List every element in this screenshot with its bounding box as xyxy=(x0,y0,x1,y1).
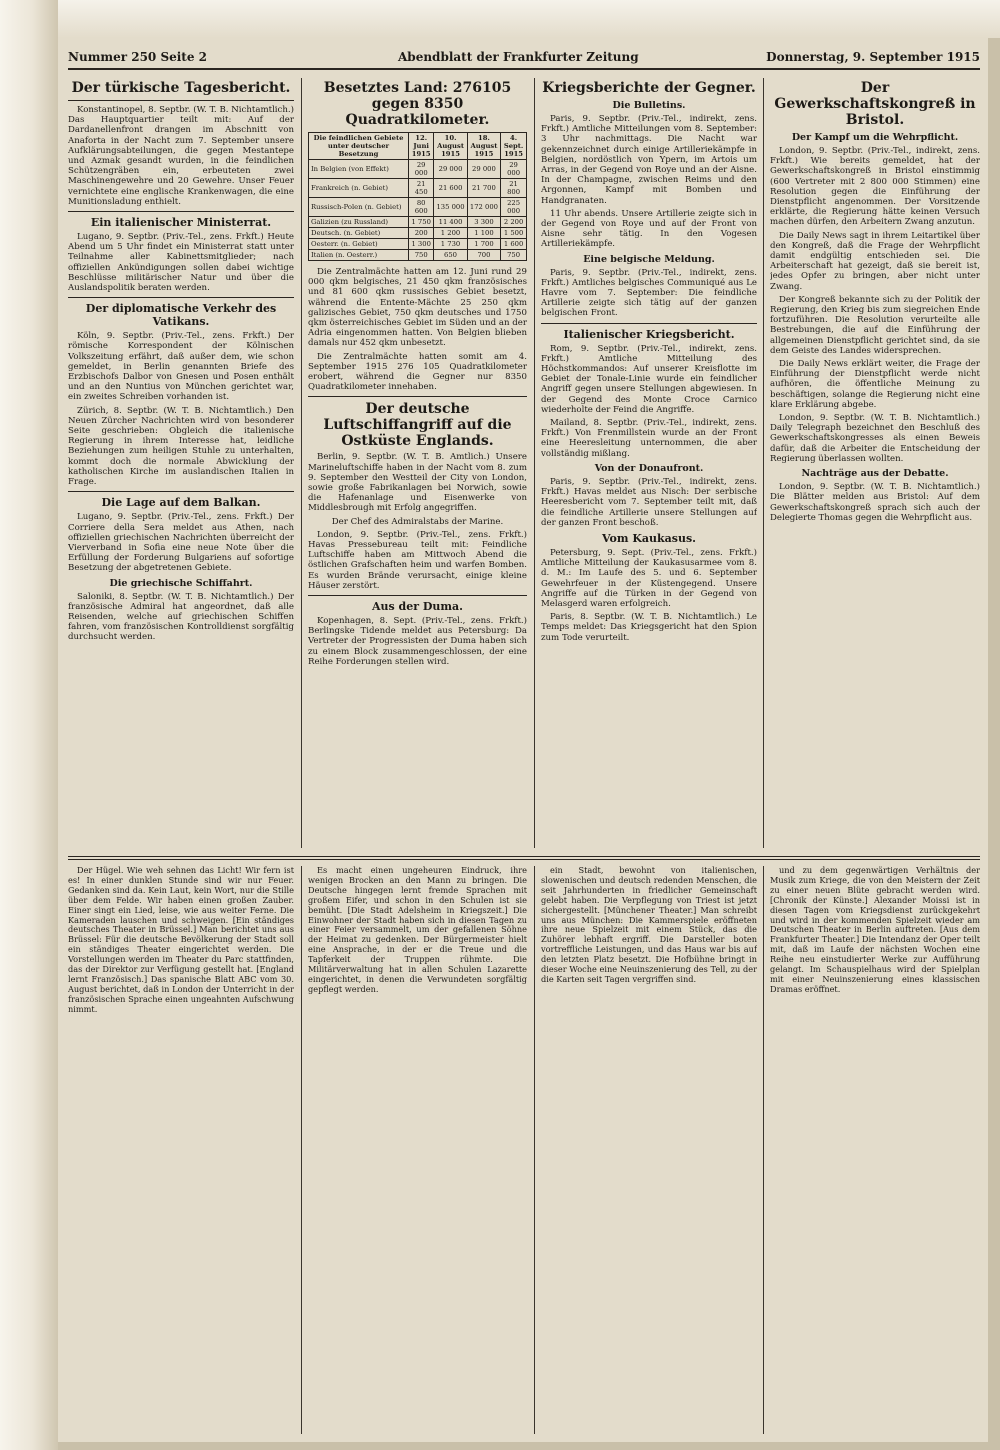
column-1 xyxy=(68,78,294,848)
table-cell: 2 200 xyxy=(501,217,527,228)
feuilleton-text: und zu dem gegenwärtigen Verhältnis der Musik zum Kriege, die von den Meistern der Zeit zu einer neuen Blüte gebracht werden wird. [Chronik der Künste.] Alexander Moissi ist in diesen Tagen vom Kriegsdienst zurückgekehrt und wird in der kommenden Spielzeit wieder am Deutschen Theater in Berlin auftreten. [Aus dem Frankfurter Theater.] Die Intendanz der Oper teilt mit, daß im Laufe der nächsten Wochen eine Reihe neu einstudierter Werke zur Aufführung gelangt. Im Schauspielhaus wird der Spielplan mit einer Neuinszenierung eines klassischen Dramas eröffnet. xyxy=(770,866,980,994)
feuilleton-column-4 xyxy=(770,866,980,1434)
article-title-enemy-reports: Kriegsberichte der Gegner. xyxy=(542,80,756,96)
article-text: Paris, 9. Septbr. (Priv.-Tel., indirekt, zens. Frkft.) Amtliches belgisches Communiqué aus Le Havre vom 7. September: Die feindliche Artillerie zeigte sich tätig auf der ganzen belgischen Front. xyxy=(541,267,757,319)
table-cell: 700 xyxy=(467,250,500,261)
table-cell: 29 000 xyxy=(501,160,527,179)
article-text: London, 9. Septbr. (Priv.-Tel., indirekt, zens. Frkft.) Wie bereits gemeldet, hat der Gewerkschaftskongreß in Bristol einstimmig (600 Vertreter mit 2 800 000 Stimmen) eine Resolution gegen die Einführung der Dienstpflicht angenommen. Der Vorsitzende erklärte, die Regierung hätte keinen Versuch machen dürfen, den Arbeitern Zwang anzutun. xyxy=(770,146,980,228)
divider xyxy=(541,323,757,324)
article-subtitle-debate: Nachträge aus der Debatte. xyxy=(801,468,949,480)
table-header-row xyxy=(309,133,527,160)
article-title-balkan: Die Lage auf dem Balkan. xyxy=(101,496,261,510)
table-cell: In Belgien (von Effekt) xyxy=(309,160,409,179)
divider xyxy=(68,491,294,492)
column-rule xyxy=(763,866,764,1434)
table-cell: 650 xyxy=(434,250,467,261)
table-cell: Oesterr. (n. Gebiet) xyxy=(309,239,409,250)
divider xyxy=(308,595,527,596)
article-text: Berlin, 9. Septbr. (W. T. B. Amtlich.) Unsere Marineluftschiffe haben in der Nacht vom 8. zum 9. September den Westteil der City von London, sowie große Fabrikanlagen bei Norwich, sowie die Hafenanlage und Eisenwerke von Middlesbrough mit Erfolg angegriffen. xyxy=(308,452,527,514)
header-masthead: Abendblatt der Frankfurter Zeitung xyxy=(398,50,639,64)
page-top-margin xyxy=(58,0,1000,38)
article-text: Die Zentralmächte hatten am 12. Juni rund 29 000 qkm belgisches, 21 450 qkm französisches und 81 600 qkm russisches Gebiet besetzt, während die Entente-Mächte 25 250 qkm galizisches Gebiet, 750 qkm deutsches und 1750 qkm österreichisches Gebiet im Süden und an der Adria eingenommen hatten. Von Belgien blieben damals nur 452 qkm unbesetzt. xyxy=(308,267,527,349)
article-text: London, 9. Septbr. (Priv.-Tel., zens. Frkft.) Havas Pressebureau teilt mit: Feindliche Luftschiffe haben am Mittwoch Abend die östlichen Grafschaften heim und warfen Bomben. Es wurden Brände verursacht, einige kleine Häuser zerstört. xyxy=(308,529,527,591)
feuilleton-text: ein Stadt, bewohnt von italienischen, slowenischen und deutsch redenden Menschen, die seit Jahrhunderten in friedlicher Gemeinschaft gelebt haben. Die Verpflegung von Triest ist jetzt sichergestellt. [Münchener Theater.] Man schreibt uns aus München: Die Kammerspiele eröffneten ihre neue Spielzeit mit einem Stück, das die Zuhörer lebhaft ergriff. Die Darsteller boten vortreffliche Leistungen, und das Haus war bis auf den letzten Platz besetzt. Die Hofbühne bringt in dieser Woche eine Neuinszenierung des Tell, zu der die Karten seit Tagen vergriffen sind. xyxy=(541,866,757,984)
table-header-cell: 18. August 1915 xyxy=(467,133,500,160)
page-header xyxy=(68,46,980,70)
article-subtitle-caucasus: Vom Kaukasus. xyxy=(602,531,696,545)
article-text: Lugano, 9. Septbr. (Priv.-Tel., zens. Frkft.) Heute Abend um 5 Uhr findet ein Ministerrat statt unter Teilnahme aller Kabinettsmitglieder; nach offiziellen Ankündigungen sollen dabei wichtige Beschlüsse militärischer Natur und über die Auslandspolitik beraten werden. xyxy=(68,232,294,294)
table-cell: 1 200 xyxy=(434,228,467,239)
table-cell: 1 600 xyxy=(501,239,527,250)
feuilleton-separator xyxy=(68,856,980,857)
column-rule xyxy=(763,78,764,848)
feuilleton-separator xyxy=(68,859,980,860)
article-text: Die Zentralmächte hatten somit am 4. September 1915 276 105 Quadratkilometer erobert, während die Gegner nur 8350 Quadratkilometer innehaben. xyxy=(308,351,527,393)
header-issue-page: Nummer 250 Seite 2 xyxy=(68,50,208,64)
article-text: Lugano, 9. Septbr. (Priv.-Tel., zens. Frkft.) Der Corriere della Sera meldet aus Athen, nach offiziellen griechischen Nachrichten überreicht der Vierverband in Sofia eine neue Note über die Erfüllung der Forderung Bulgariens auf sofortige Besetzung der abgetretenen Gebiete. xyxy=(68,512,294,574)
table-row xyxy=(309,239,527,250)
feuilleton-text: Es macht einen ungeheuren Eindruck, ihre wenigen Brocken an den Mann zu bringen. Die Deutsche hingegen lernt fremde Sprachen mit großem Eifer, und schon in den Schulen ist sie bemüht. [Die Stadt Adelsheim in Kriegszeit.] Die Einwohner der Stadt haben sich in diesen Tagen zu einer Feier versammelt, um der gefallenen Söhne der Heimat zu gedenken. Der Bürgermeister hielt eine Ansprache, in der er die Treue und die Tapferkeit der Truppen rühmte. Die Militärverwaltung hat in allen Schulen Lazarette eingerichtet, in denen die Verwundeten sorgfältig gepflegt werden. xyxy=(308,866,527,994)
table-row xyxy=(309,250,527,261)
article-text: Zürich, 8. Septbr. (W. T. B. Nichtamtlich.) Den Neuen Zürcher Nachrichten wird von besonderer Seite geschrieben: Obgleich die italienische Regierung in ihrem Interesse hat, leidliche Beziehungen zum heiligen Stuhle zu unterhalten, kommt doch die normale Abwicklung der katholischen Kirche im auslandischen Italien in Frage. xyxy=(68,405,294,488)
article-text: Die Daily News sagt in ihrem Leitartikel über den Kongreß, daß die Frage der Wehrpflicht damit endgültig entschieden sei. Die Arbeiterschaft hat gezeigt, daß sie bereit ist, jedes Opfer zu bringen, aber nicht unter Zwang. xyxy=(770,230,980,292)
article-text: 11 Uhr abends. Unsere Artillerie zeigte sich in der Gegend von Roye und auf der Front von Aisne sehr tätig. In den Vogesen Artilleriekämpfe. xyxy=(541,208,757,250)
table-cell: 1 700 xyxy=(467,239,500,250)
article-text: Rom, 9. Septbr. (Priv.-Tel., indirekt, zens. Frkft.) Amtliche Mitteilung des Höchstkommandos: Auf unserer Kreisflotte im Gebiet der Tonale-Linie wurde ein feindlicher Angriff gegen unsere Stellungen abgewiesen. In der Gegend des Monte Croce Carnico wiederholte der Feind die Angriffe. xyxy=(541,343,757,415)
article-title-vatican: Der diplomatische Verkehr des Vatikans. xyxy=(85,302,277,329)
table-cell: 21 600 xyxy=(434,179,467,198)
article-subtitle-belgian: Eine belgische Meldung. xyxy=(583,253,715,265)
divider xyxy=(68,297,294,298)
article-title-italian-council: Ein italienischer Ministerrat. xyxy=(90,216,272,230)
newspaper-page xyxy=(58,38,988,1442)
article-title-union-congress: Der Gewerkschaftskongreß in Bristol. xyxy=(774,80,976,128)
table-cell: 172 000 xyxy=(467,198,500,217)
divider xyxy=(68,100,294,101)
table-row xyxy=(309,228,527,239)
article-text: Paris, 9. Septbr. (Priv.-Tel., indirekt, zens. Frkft.) Amtliche Mitteilungen vom 8. September: 3 Uhr nachmittags. Die Nacht war gekennzeichnet durch einige Artilleriekämpfe in Belgien, nordöstlich von Ypern, im Artois um Arras, in der Gegend von Roye und an der Aisne. In der Champagne, zwischen Reims und den Argonnen, Kampf mit Bomben und Handgranaten. xyxy=(541,114,757,206)
article-title-duma: Aus der Duma. xyxy=(371,600,463,614)
column-3 xyxy=(541,78,757,848)
article-text: Paris, 8. Septbr. (W. T. B. Nichtamtlich.) Le Temps meldet: Das Kriegsgericht hat den Spion zum Tode verurteilt. xyxy=(541,612,757,643)
article-text: Saloniki, 8. Septbr. (W. T. B. Nichtamtlich.) Der französische Admiral hat angeordnet, daß alle Reisenden, welche auf griechischen Schiffen fahren, vom französischen Kontrolldienst sorgfältig durchsucht werden. xyxy=(68,591,294,643)
article-text: Kopenhagen, 8. Sept. (Priv.-Tel., zens. Frkft.) Berlingske Tidende meldet aus Petersburg: Da Vertreter der Progressisten der Duma haben sich zu einem Block zusammengeschlossen, der eine Reihe Forderungen stellen wird. xyxy=(308,616,527,667)
table-header-cell: 4. Sept. 1915 xyxy=(501,133,527,160)
feuilleton-column-3 xyxy=(541,866,757,1434)
table-cell: Russisch-Polen (n. Gebiet) xyxy=(309,198,409,217)
article-text: London, 9. Septbr. (W. T. B. Nichtamtlich.) Die Blätter melden aus Bristol: Auf dem Gewerkschaftskongreß sprach sich auch der Delegierte Thomas gegen die Wehrpflicht aus. xyxy=(770,482,980,523)
table-cell: 1 300 xyxy=(409,239,434,250)
article-subtitle-conscription: Der Kampf um die Wehrpflicht. xyxy=(791,132,959,143)
header-date: Donnerstag, 9. September 1915 xyxy=(766,50,980,64)
table-row xyxy=(309,179,527,198)
column-rule xyxy=(301,78,302,848)
column-4 xyxy=(770,78,980,848)
article-title-occupied-land: Besetztes Land: 276105 gegen 8350 Quadratkilometer. xyxy=(323,80,512,128)
table-header-cell: 10. August 1915 xyxy=(434,133,467,160)
table-row xyxy=(309,160,527,179)
occupied-land-table xyxy=(308,132,527,261)
table-cell: 29 000 xyxy=(467,160,500,179)
article-subtitle-danube: Von der Donaufront. xyxy=(594,462,704,474)
table-cell: Galizien (zu Russland) xyxy=(309,217,409,228)
table-cell: 750 xyxy=(409,250,434,261)
table-cell: Italien (n. Oesterr.) xyxy=(309,250,409,261)
table-cell: 3 300 xyxy=(467,217,500,228)
table-cell: 1 500 xyxy=(501,228,527,239)
table-cell: 21 700 xyxy=(467,179,500,198)
table-cell: 21 800 xyxy=(501,179,527,198)
divider xyxy=(68,211,294,212)
table-cell: 29 000 xyxy=(409,160,434,179)
article-title-airship-attack: Der deutsche Luftschiffangriff auf die Ostküste Englands. xyxy=(323,401,512,450)
table-cell: 1 750 xyxy=(409,217,434,228)
table-cell: 750 xyxy=(501,250,527,261)
table-cell: 1 100 xyxy=(467,228,500,239)
article-title-turkish-report: Der türkische Tagesbericht. xyxy=(71,80,291,96)
column-rule xyxy=(534,866,535,1434)
article-subtitle-italian: Italienischer Kriegsbericht. xyxy=(563,327,735,341)
column-2 xyxy=(308,78,527,848)
table-cell: 225 000 xyxy=(501,198,527,217)
table-cell: 21 450 xyxy=(409,179,434,198)
table-row xyxy=(309,198,527,217)
table-header-cell: Die feindlichen Gebiete unter deutscher Besetzung xyxy=(309,133,409,160)
article-text: London, 9. Septbr. (W. T. B. Nichtamtlich.) Daily Telegraph bezeichnet den Beschluß des Gewerkschaftskongresses als einen Beweis dafür, daß die Arbeiter die Entscheidung der Regierung überlassen wollten. xyxy=(770,413,980,464)
table-cell: 11 400 xyxy=(434,217,467,228)
article-text: Der Kongreß bekannte sich zu der Politik der Regierung, den Krieg bis zum siegreichen Ende fortzuführen. Die Resolution verurteilte alle Bestrebungen, die auf die Einführung der allgemeinen Dienstpflicht gerichtet sind, da sie dem Geiste des Landes widersprechen. xyxy=(770,294,980,356)
column-rule xyxy=(534,78,535,848)
book-binding xyxy=(0,0,58,1450)
feuilleton-column-2 xyxy=(308,866,527,1434)
table-cell: 200 xyxy=(409,228,434,239)
article-text: Konstantinopel, 8. Septbr. (W. T. B. Nichtamtlich.) Das Hauptquartier teilt mit: Auf der Dardanellenfront drangen im Abschnitt von Anaforta in der Nacht zum 7. September unsere Aufklärungsabteilungen, die gegen Mestantepe und Azmak gesandt wurden, in die feindlichen Schützengräben ein, erbeuteten zwei Maschinengewehre und 20 Gewehre. Unser Feuer vernichtete eine englische Krankenwagen, die eine Munitionsladung enthielt. xyxy=(68,105,294,207)
table-cell: 135 000 xyxy=(434,198,467,217)
article-subtitle-bulletins: Die Bulletins. xyxy=(612,100,686,111)
table-cell: 80 600 xyxy=(409,198,434,217)
table-row xyxy=(309,217,527,228)
article-text: Köln, 9. Septbr. (Priv.-Tel., zens. Frkft.) Der römische Korrespondent der Kölnischen Volkszeitung erfährt, daß außer dem, wie schon gemeldet, in Berlin genannten Briefe des Erzbischofs Dalbor von Gnesen und Posen enthält und an den Nuntius von München gerichtet war, ein zweites Schreiben vorhanden ist. xyxy=(68,331,294,403)
divider xyxy=(308,396,527,397)
table-cell: 1 730 xyxy=(434,239,467,250)
article-text: Mailand, 8. Septbr. (Priv.-Tel., indirekt, zens. Frkft.) Von Frenmillstein wurde an der Front eine Heeresleitung unternommen, die aber vollständig mißlang. xyxy=(541,418,757,459)
table-cell: Frankreich (n. Gebiet) xyxy=(309,179,409,198)
column-rule xyxy=(301,866,302,1434)
article-text: Paris, 9. Septbr. (Priv.-Tel., indirekt, zens. Frkft.) Havas meldet aus Nisch: Der serbische Heeresbericht vom 7. September teilt mit, daß die feindliche Artillerie unsere Stellungen auf der ganzen Front beschoß. xyxy=(541,476,757,528)
feuilleton-column-1 xyxy=(68,866,294,1434)
article-text: Die Daily News erklärt weiter, die Frage der Einführung der Dienstpflicht werde nicht aufhören, die öffentliche Meinung zu beschäftigen, solange die Regierung nicht eine klare Erklärung abgebe. xyxy=(770,359,980,410)
article-signature: Der Chef des Admiralstabs der Marine. xyxy=(331,516,504,527)
table-cell: Deutsch. (n. Gebiet) xyxy=(309,228,409,239)
table-header-cell: 12. Juni 1915 xyxy=(409,133,434,160)
feuilleton-text: Der Hügel. Wie weh sehnen das Licht! Wir fern ist es! In einer dunklen Stunde sind wir nur Feuer. Gedanken sind da. Kein Laut, kein Wort, nur die Stille über dem Felde. Wir haben einen großen Zauber. Einer singt ein Lied, leise, wie aus weiter Ferne. Die Kameraden lauschen und schweigen. [Ein ständiges deutsches Theater in Brüssel.] Man berichtet uns aus Brüssel: Für die deutsche Bevölkerung der Stadt soll ein ständiges Theater eingerichtet werden. Die Vorstellungen werden im Theater du Parc stattfinden, das der Direktor zur Verfügung gestellt hat. [England lernt Französisch.] Das spanische Blatt ABC vom 30. August berichtet, daß in London der Unterricht in der französischen Sprache einen ungeahnten Aufschwung nimmt. xyxy=(68,866,294,1014)
table-cell: 29 000 xyxy=(434,160,467,179)
article-text: Petersburg, 9. Sept. (Priv.-Tel., zens. Frkft.) Amtliche Mitteilung der Kaukasusarmee vom 8. d. M.: Im Laufe des 5. und 6. September Gewehrfeuer in der Küstengegend. Unsere Angriffe auf die Türken in der Gegend von Melasgerd waren erfolgreich. xyxy=(541,547,757,609)
article-subtitle-greek-shipping: Die griechische Schiffahrt. xyxy=(109,577,253,589)
